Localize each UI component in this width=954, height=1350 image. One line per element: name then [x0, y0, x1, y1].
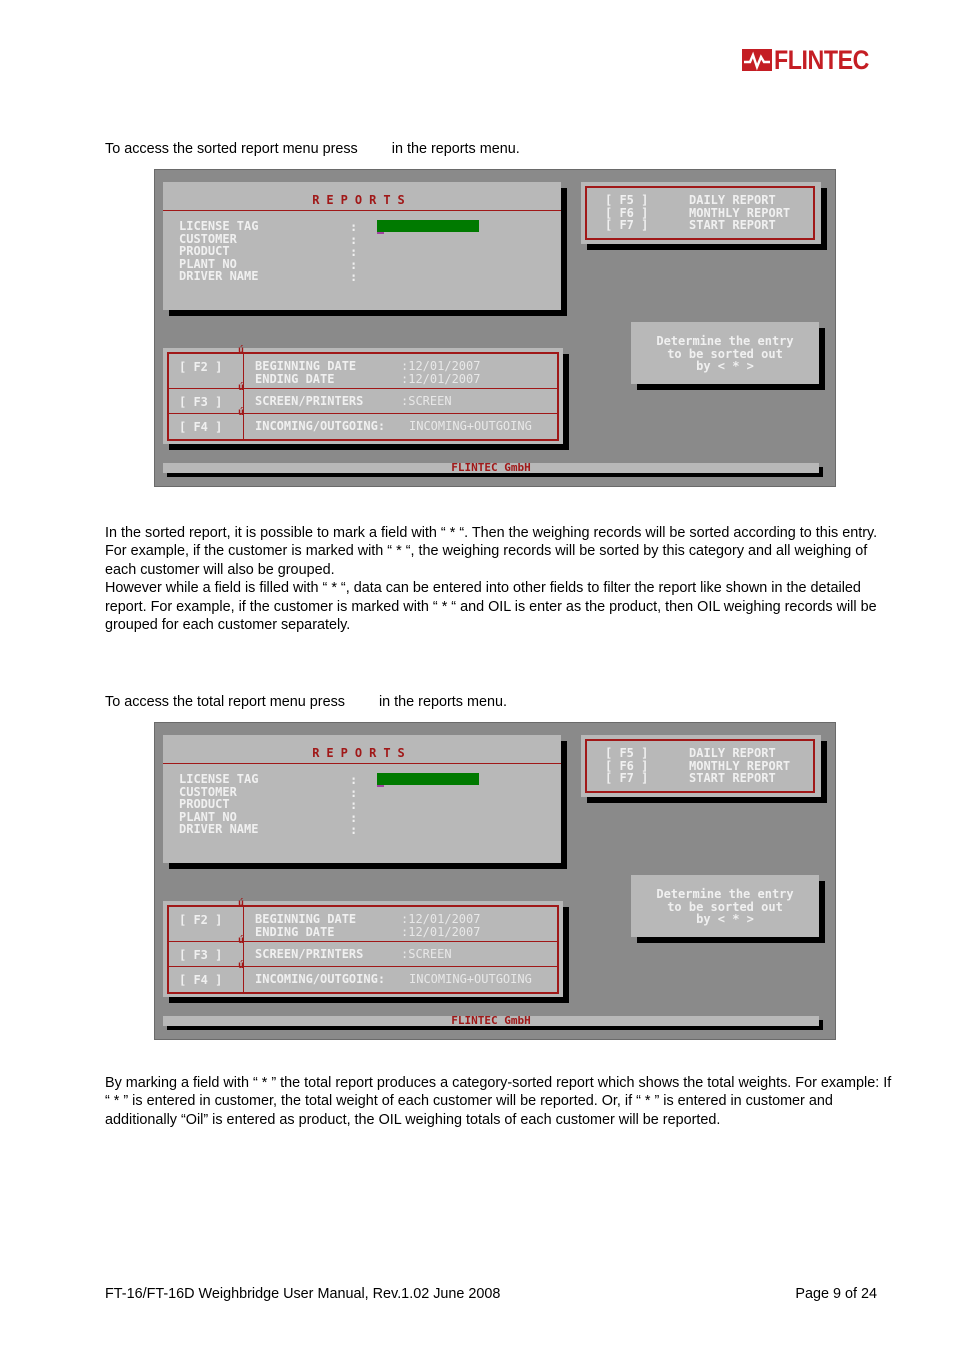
colon: : — [350, 773, 358, 787]
divider-mark: ú — [238, 935, 245, 946]
colon: : — [350, 798, 358, 812]
intro-total-before: To access the total report menu press — [105, 694, 345, 710]
field-customer: CUSTOMER — [179, 784, 237, 799]
key-f4[interactable]: [ F4 ] — [179, 420, 223, 434]
intro-sorted-after: in the reports menu. — [391, 141, 520, 157]
divider-mark: ú — [238, 898, 245, 909]
column-separator — [243, 905, 244, 994]
reports-screenshot-sorted — [154, 169, 836, 487]
text-cursor — [377, 232, 384, 234]
field-product: PRODUCT — [179, 244, 230, 258]
colon: : — [350, 810, 358, 825]
divider-mark: ú — [238, 345, 245, 356]
colon: : — [350, 823, 358, 837]
fkey-daily-report[interactable]: DAILY REPORT — [689, 193, 776, 207]
colon: : — [350, 270, 358, 284]
intro-sorted — [105, 140, 895, 158]
field-driver-name: DRIVER NAME — [179, 269, 259, 283]
logo-text: FLINTEC — [774, 44, 870, 75]
flintec-logo — [742, 44, 888, 76]
key-f2[interactable]: [ F2 ] — [179, 360, 223, 374]
value-screen-printers[interactable]: :SCREEN — [401, 394, 452, 408]
intro-total — [105, 693, 895, 711]
intro-total-after: in the reports menu. — [378, 694, 507, 710]
row-separator — [167, 941, 559, 942]
key-f3[interactable]: [ F3 ] — [179, 395, 223, 409]
label-screen-printers: SCREEN/PRINTERS — [255, 947, 364, 961]
value-beginning-date[interactable]: :12/01/2007 — [401, 912, 481, 926]
column-separator — [243, 352, 244, 441]
license-tag-input[interactable] — [377, 773, 479, 785]
status-text: FLINTEC GmbH — [451, 1014, 531, 1027]
field-driver-name: DRIVER NAME — [179, 822, 259, 836]
label-incoming-outgoing: INCOMING/OUTGOING: — [255, 419, 386, 433]
flintec-wave-icon — [742, 47, 772, 73]
hint-line-3: by < * > — [696, 912, 754, 926]
field-license-tag: LICENSE TAG — [179, 772, 259, 786]
title-underline — [163, 210, 561, 211]
sorted-paragraph-1: In the sorted report, it is possible to mark a field with “ * “. Then the weighing records will be sorted according to this entry. For example, if the customer is marked with “ * “, the weighing records will be sorted by this category and all weighing of each customer will also be grouped. — [105, 525, 878, 578]
fkey-start-report[interactable]: START REPORT — [689, 771, 776, 785]
hint-line-2: to be sorted out — [667, 346, 783, 361]
fkey-f5[interactable]: [ F5 ] — [605, 193, 649, 207]
fkey-panel — [581, 182, 821, 244]
hint-panel — [631, 875, 819, 937]
value-ending-date[interactable]: :12/01/2007 — [401, 371, 481, 386]
row-separator — [167, 413, 559, 414]
colon: : — [350, 257, 358, 272]
fkey-f7[interactable]: [ F7 ] — [605, 771, 649, 785]
license-tag-input[interactable] — [377, 220, 479, 232]
field-product: PRODUCT — [179, 797, 230, 811]
text-cursor — [377, 785, 384, 787]
title-underline — [163, 763, 561, 764]
intro-sorted-before: To access the sorted report menu press — [105, 141, 358, 157]
field-plant-no: PLANT NO — [179, 809, 237, 824]
label-ending-date: ENDING DATE — [255, 371, 335, 386]
status-bar — [163, 463, 819, 473]
colon: : — [350, 245, 358, 259]
fkey-f7[interactable]: [ F7 ] — [605, 218, 649, 232]
fkey-monthly-report[interactable]: MONTHLY REPORT — [689, 205, 791, 220]
status-text: FLINTEC GmbH — [451, 461, 531, 474]
reports-panel — [163, 182, 561, 310]
sorted-report-description — [105, 524, 895, 634]
divider-mark: ú — [238, 960, 245, 971]
hint-line-1: Determine the entry — [656, 334, 794, 348]
sorted-paragraph-2: However while a field is filled with “ * “, data can be entered into other fields to filter the report like shown in the detailed report. For example, if the customer is marked with “ * “ and OIL is enter as the product, then OIL weighing records will be grouped for each customer separately. — [105, 580, 877, 634]
reports-title: REPORTS — [312, 193, 412, 207]
footer-doc-title: FT-16/FT-16D Weighbridge User Manual, Rev.1.02 June 2008 — [105, 1286, 501, 1302]
value-screen-printers[interactable]: :SCREEN — [401, 947, 452, 961]
field-license-tag: LICENSE TAG — [179, 219, 259, 233]
label-beginning-date: BEGINNING DATE — [255, 912, 357, 926]
fkey-f5[interactable]: [ F5 ] — [605, 746, 649, 760]
label-screen-printers: SCREEN/PRINTERS — [255, 394, 364, 408]
options-panel — [163, 345, 563, 444]
label-incoming-outgoing: INCOMING/OUTGOING: — [255, 972, 386, 986]
divider-mark: ú — [238, 407, 245, 418]
hint-line-2: to be sorted out — [667, 899, 783, 914]
field-customer: CUSTOMER — [179, 231, 237, 246]
reports-panel — [163, 735, 561, 863]
footer-page-number: Page 9 of 24 — [795, 1286, 877, 1302]
fkey-f6[interactable]: [ F6 ] — [605, 758, 649, 773]
label-ending-date: ENDING DATE — [255, 924, 335, 939]
total-paragraph-1: By marking a field with “ * ” the total report produces a category-sorted report which shows the total weights. For example: If “ * ” is entered in customer, the total weight of each customer will be reported. Or, if “ * ” is entered in customer and additionally “Oil” is entered as product, the OIL weighing totals of each customer will be reported. — [105, 1075, 892, 1128]
field-plant-no: PLANT NO — [179, 256, 237, 271]
label-beginning-date: BEGINNING DATE — [255, 359, 357, 373]
status-bar — [163, 1016, 819, 1026]
reports-title: REPORTS — [312, 746, 412, 760]
value-incoming-outgoing[interactable]: INCOMING+OUTGOING — [409, 972, 532, 986]
row-separator — [167, 966, 559, 967]
key-f2[interactable]: [ F2 ] — [179, 913, 223, 927]
value-ending-date[interactable]: :12/01/2007 — [401, 924, 481, 939]
reports-screenshot-total — [154, 722, 836, 1040]
value-beginning-date[interactable]: :12/01/2007 — [401, 359, 481, 373]
key-f3[interactable]: [ F3 ] — [179, 948, 223, 962]
fkey-panel — [581, 735, 821, 797]
hint-line-3: by < * > — [696, 359, 754, 373]
total-report-description — [105, 1074, 895, 1129]
divider-mark: ú — [238, 382, 245, 393]
hint-line-1: Determine the entry — [656, 887, 794, 901]
options-panel — [163, 898, 563, 997]
colon: : — [350, 785, 358, 800]
key-f4[interactable]: [ F4 ] — [179, 973, 223, 987]
fkey-f6[interactable]: [ F6 ] — [605, 205, 649, 220]
fkey-daily-report[interactable]: DAILY REPORT — [689, 746, 776, 760]
hint-panel — [631, 322, 819, 384]
fkey-monthly-report[interactable]: MONTHLY REPORT — [689, 758, 791, 773]
row-separator — [167, 388, 559, 389]
fkey-start-report[interactable]: START REPORT — [689, 218, 776, 232]
colon: : — [350, 220, 358, 234]
value-incoming-outgoing[interactable]: INCOMING+OUTGOING — [409, 419, 532, 433]
colon: : — [350, 232, 358, 247]
